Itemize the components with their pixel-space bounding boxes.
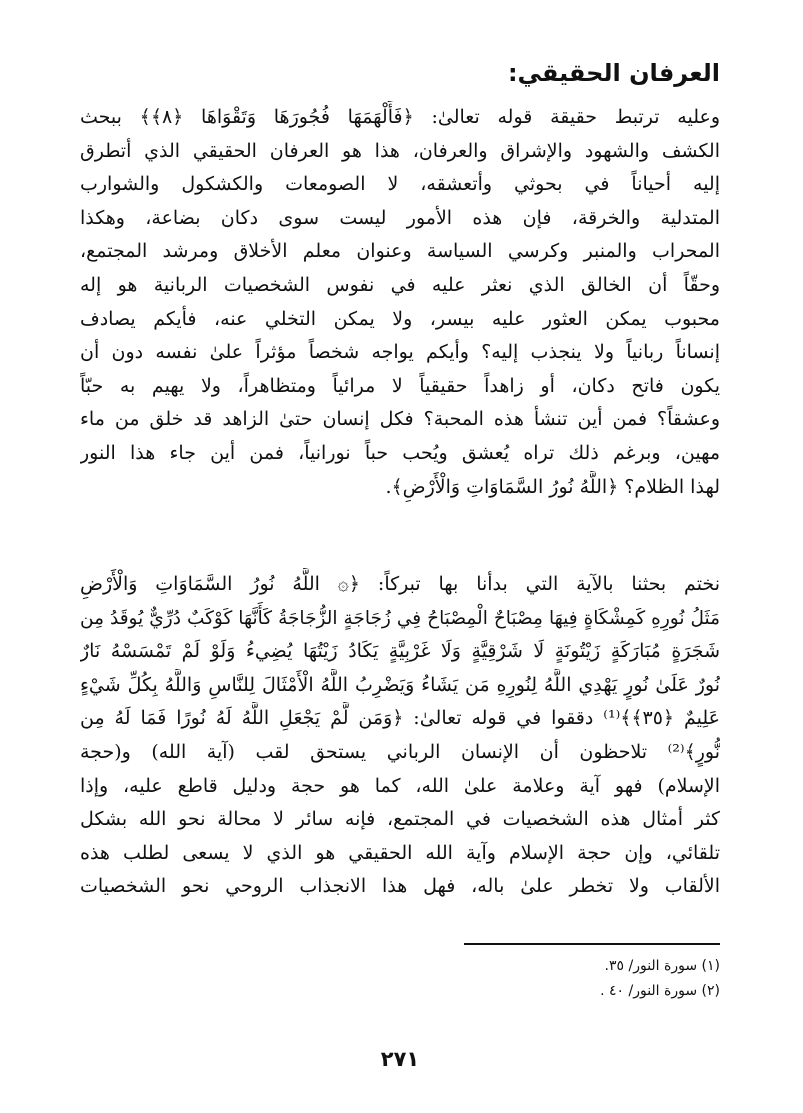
paragraph-line: إليه أحياناً في بحوثي وأتعشقه، لا الصومعات والكشكول والشوارب <box>80 173 720 196</box>
page-number: ٢٧١ <box>380 1047 420 1071</box>
paragraph-line: يكون فاتح دكان، أو زاهداً حقيقياً لا مرائياً ومتظاهراً، ولا يهيم به حبّاً <box>80 374 720 397</box>
paragraph-line: وعشقاً؟ فمن أين تنشأ هذه المحبة؟ فكل إنسان حتىٰ الزاهد قد خلق من ماء <box>80 408 720 431</box>
paragraph-line: إنساناً ربانياً ولا ينجذب إليه؟ وأيكم يواجه شخصاً مؤثراً علىٰ نفسه دون أن <box>80 341 720 364</box>
paragraph-line: كثر أمثال هذه الشخصيات في المجتمع، فإنه سائر لا محالة نحو الله بشكل <box>80 808 720 831</box>
paragraph-line: الإسلام) فهو آية وعلامة علىٰ الله، كما هو حجة ودليل قاطع عليه، وإذا <box>80 774 720 797</box>
paragraph-line: وحقّاً أن الخالق الذي نعثر عليه في نفوس الشخصيات الربانية هو إله <box>80 273 720 296</box>
quran-verse-line: نُورٌ عَلَىٰ نُورٍ يَهْدِي اللَّهُ لِنُورِهِ مَن يَشَاءُ وَيَضْرِبُ اللَّهُ الْأَمْثَالَ لِلنَّاسِ وَاللَّهُ بِكُلِّ شَيْءٍ <box>80 673 720 696</box>
book-page <box>80 48 720 1088</box>
paragraph-line: وعليه ترتبط حقيقة قوله تعالىٰ: ﴿فَأَلْهَمَهَا فُجُورَهَا وَتَقْوَاهَا ﴿٨﴾﴾ ببحث <box>80 106 720 128</box>
paragraph-line: الكشف والشهود والإشراق والعرفان، هذا هو العرفان الحقيقي الذي أتطرق <box>80 139 720 162</box>
paragraph-line: الألقاب ولا تخطر علىٰ باله، فهل هذا الانجذاب الروحي نحو الشخصيات <box>80 875 720 898</box>
paragraph-line: عَلِيمٌ ﴿٣٥﴾﴾⁽¹⁾ دققوا في قوله تعالىٰ: ﴿وَمَن لَّمْ يَجْعَلِ اللَّهُ لَهُ نُورًا فَمَا لَهُ مِن <box>80 707 720 730</box>
paragraph-line: المحراب والمنبر وكرسي السياسة وعنوان معلم الأخلاق ومرشد المجتمع، <box>80 240 720 263</box>
paragraph-line: لهذا الظلام؟ ﴿اللَّهُ نُورُ السَّمَاوَاتِ وَالْأَرْضِ﴾. <box>385 475 720 498</box>
quran-verse-line: شَجَرَةٍ مُبَارَكَةٍ زَيْتُونَةٍ لَا شَرْقِيَّةٍ وَلَا غَرْبِيَّةٍ يَكَادُ زَيْتُهَا يُضِيءُ وَلَوْ لَمْ تَمْسَسْهُ نَارٌ <box>80 640 720 663</box>
paragraph-line: نختم بحثنا بالآية التي بدأنا بها تبركاً: ﴿۞ اللَّهُ نُورُ السَّمَاوَاتِ وَالْأَرْضِ <box>80 573 720 595</box>
paragraph-line: نُّورٍ﴾⁽²⁾ تلاحظون أن الإنسان الرباني يستحق لقب (آية الله) و(حجة <box>80 740 720 763</box>
paragraph-line: مهين، وبرغم ذلك تراه يُعشق ويُحب حباً نورانياً، فمن أين جاء هذا النور <box>80 441 720 464</box>
paragraph-line: محبوب يمكن العثور عليه بيسر، ولا يمكن التخلي عنه، فأيكم يصادف <box>80 307 720 330</box>
paragraph-2 <box>80 568 720 904</box>
quran-verse-line: مَثَلُ نُورِهِ كَمِشْكَاةٍ فِيهَا مِصْبَاحٌ الْمِصْبَاحُ فِي زُجَاجَةٍ الزُّجَاجَةُ كَأَنَّهَا كَوْكَبٌ دُرِّيٌّ يُوقَدُ مِن <box>80 607 720 629</box>
footnote-divider <box>464 943 720 945</box>
section-heading: العرفان الحقيقي: <box>507 59 720 87</box>
paragraph-1 <box>80 101 720 504</box>
footnote-2: (٢) سورة النور/ ٤٠ . <box>600 983 720 999</box>
paragraph-line: المتدلية والخرقة، فإن هذه الأمور ليست سوى دكان بضاعة، وهكذا <box>80 206 720 229</box>
footnote-1: (١) سورة النور/ ٣٥. <box>604 958 720 974</box>
paragraph-line: تلقائي، وإن حجة الإسلام وآية الله الحقيقي هو الذي لا يسعى لطلب هذه <box>80 841 720 864</box>
footnotes <box>600 954 720 1004</box>
